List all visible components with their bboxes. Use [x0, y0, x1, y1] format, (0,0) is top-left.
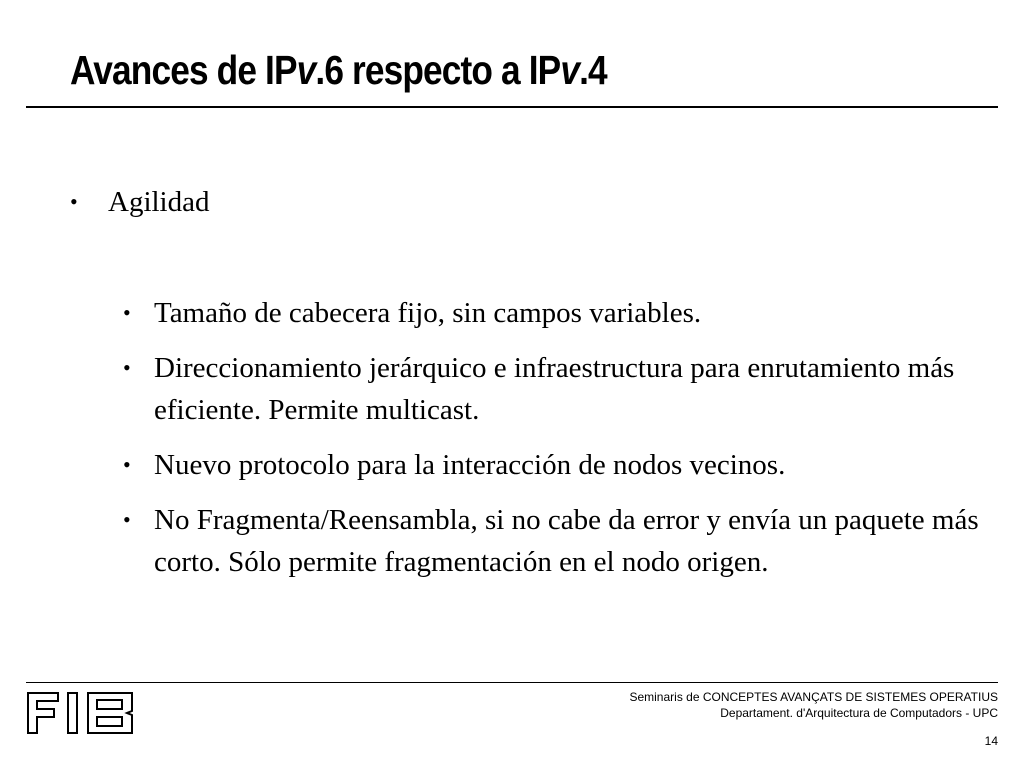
- sub-bullet-3: [123, 444, 983, 486]
- page-number: 14: [984, 734, 998, 748]
- title-part-1: Avances de IP: [70, 47, 297, 93]
- footer-department: Departament. d'Arquitectura de Computadors - UPC: [720, 706, 998, 720]
- slide-title: [70, 48, 607, 93]
- footer-divider: [26, 682, 998, 683]
- sub-bullet-text: Tamaño de cabecera fijo, sin campos variables.: [154, 297, 702, 329]
- footer-info: [629, 689, 998, 749]
- sub-bullet-1: [123, 292, 983, 334]
- sub-bullet-2: [123, 347, 983, 431]
- bullet-dot-icon: •: [70, 189, 78, 214]
- title-part-2: .6 respecto a IP: [315, 47, 561, 93]
- main-bullet-text: Agilidad: [108, 186, 210, 218]
- title-v-1: v: [296, 47, 316, 93]
- title-divider: [26, 106, 998, 108]
- title-v-2: v: [560, 47, 580, 93]
- sub-bullet-text: Direccionamiento jerárquico e infraestructura para enrutamiento más eficiente. Permite multicast.: [154, 352, 955, 426]
- fib-logo: [26, 691, 138, 740]
- sub-bullet-4: [123, 499, 983, 583]
- bullet-dot-icon: •: [123, 355, 131, 380]
- sub-bullet-text: Nuevo protocolo para la interacción de nodos vecinos.: [154, 449, 786, 481]
- bullet-dot-icon: •: [123, 300, 131, 325]
- bullet-dot-icon: •: [123, 452, 131, 477]
- title-part-3: .4: [579, 47, 607, 93]
- sub-bullet-text: No Fragmenta/Reensambla, si no cabe da error y envía un paquete más corto. Sólo permite fragmentación en el nodo origen.: [154, 504, 979, 578]
- footer-course: Seminaris de CONCEPTES AVANÇATS DE SISTEMES OPERATIUS: [629, 690, 998, 704]
- bullet-dot-icon: •: [123, 507, 131, 532]
